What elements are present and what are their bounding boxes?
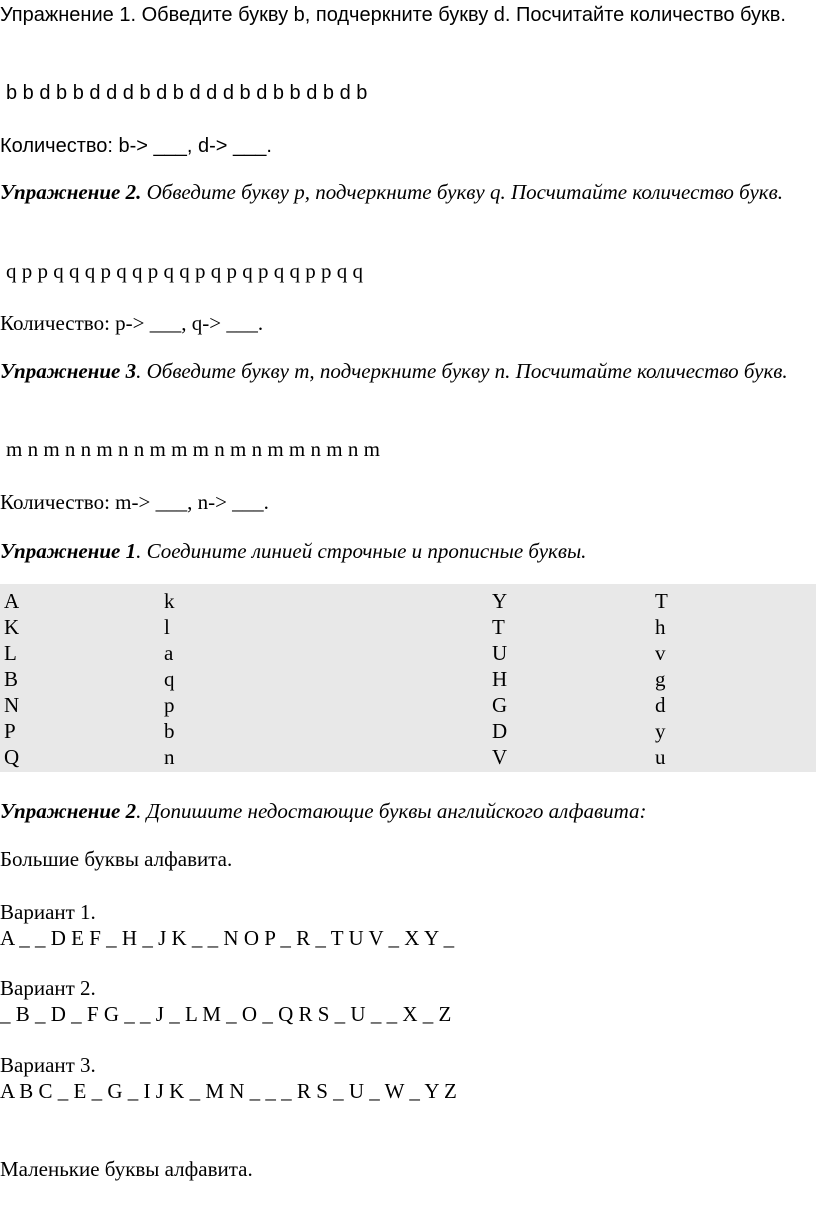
table-row [0, 744, 816, 770]
table-row [0, 666, 816, 692]
table-cell: q [164, 667, 175, 691]
table-row [0, 718, 816, 744]
exercise-5-heading [0, 798, 647, 824]
table-cell: p [164, 693, 175, 717]
table-cell: h [655, 615, 666, 639]
exercise-4-title: Упражнение 1 [0, 539, 137, 563]
exercise-1-count: Количество: b-> ___, d-> ___. [0, 135, 272, 157]
exercise-3-heading [0, 358, 806, 384]
variant-3-line: A B C _ E _ G _ I J K _ M N _ _ _ R S _ U _ W _ Y Z [0, 1079, 457, 1103]
table-row [0, 640, 816, 666]
table-cell: U [492, 641, 508, 665]
variant-2-line: _ B _ D _ F G _ _ J _ L M _ O _ Q R S _ U _ _ X _ Z [0, 1002, 452, 1026]
exercise-2-text: Обведите букву p, подчеркните букву q. Посчитайте количество букв. [141, 180, 783, 204]
table-cell: b [164, 719, 175, 743]
table-cell: Q [4, 745, 20, 769]
variant-3-label: Вариант 3. [0, 1053, 96, 1077]
exercise-4-heading [0, 538, 586, 564]
table-cell: T [492, 615, 505, 639]
variant-2-label: Вариант 2. [0, 976, 96, 1000]
exercise-3-text: . Обведите букву m, подчеркните букву n. Посчитайте количество букв. [136, 359, 788, 383]
exercise-5-title: Упражнение 2 [0, 799, 137, 823]
exercise-1-heading: Упражнение 1. Обведите букву b, подчеркните букву d. Посчитайте количество букв. [0, 4, 786, 26]
table-cell: A [4, 589, 20, 613]
variant-1-line: A _ _ D E F _ H _ J K _ _ N O P _ R _ T U V _ X Y _ [0, 926, 455, 950]
table-cell: a [164, 641, 174, 665]
letter-matching-table [0, 584, 816, 772]
exercise-3-letters: m n m n n m n n m m m n m n m m n m n m [6, 437, 380, 461]
table-row [0, 614, 816, 640]
table-cell: n [164, 745, 175, 769]
variant-1-label: Вариант 1. [0, 900, 96, 924]
table-cell: K [4, 615, 20, 639]
lowercase-heading: Маленькие буквы алфавита. [0, 1157, 253, 1181]
exercise-2-letters: q p p q q q p q q p q q p q p q p q q p p q q [6, 259, 363, 283]
exercise-2-count: Количество: p-> ___, q-> ___. [0, 311, 264, 335]
table-row [0, 692, 816, 718]
exercise-4-text: . Соедините линией строчные и прописные буквы. [136, 539, 587, 563]
table-cell: P [4, 719, 16, 743]
exercise-2-heading [0, 179, 806, 205]
table-cell: l [164, 615, 170, 639]
exercise-3-title: Упражнение 3 [0, 359, 137, 383]
table-cell: N [4, 693, 20, 717]
exercise-3-count: Количество: m-> ___, n-> ___. [0, 490, 269, 514]
table-cell: y [655, 719, 666, 743]
table-cell: H [492, 667, 508, 691]
table-cell: T [655, 589, 668, 613]
exercise-2-title: Упражнение 2. [0, 180, 142, 204]
table-cell: Y [492, 589, 508, 613]
exercise-5-text: . Допишите недостающие буквы английского алфавита: [136, 799, 647, 823]
uppercase-heading: Большие буквы алфавита. [0, 847, 233, 871]
table-row [0, 588, 816, 614]
table-cell: D [492, 719, 508, 743]
table-cell: d [655, 693, 666, 717]
table-cell: V [492, 745, 508, 769]
table-cell: L [4, 641, 17, 665]
table-cell: g [655, 667, 666, 691]
table-cell: G [492, 693, 508, 717]
table-cell: k [164, 589, 175, 613]
exercise-1-letters: b b d b b d d d b d b d d d b d b b d b d b [6, 82, 368, 104]
table-cell: u [655, 745, 666, 769]
table-cell: v [655, 641, 666, 665]
table-cell: B [4, 667, 19, 691]
